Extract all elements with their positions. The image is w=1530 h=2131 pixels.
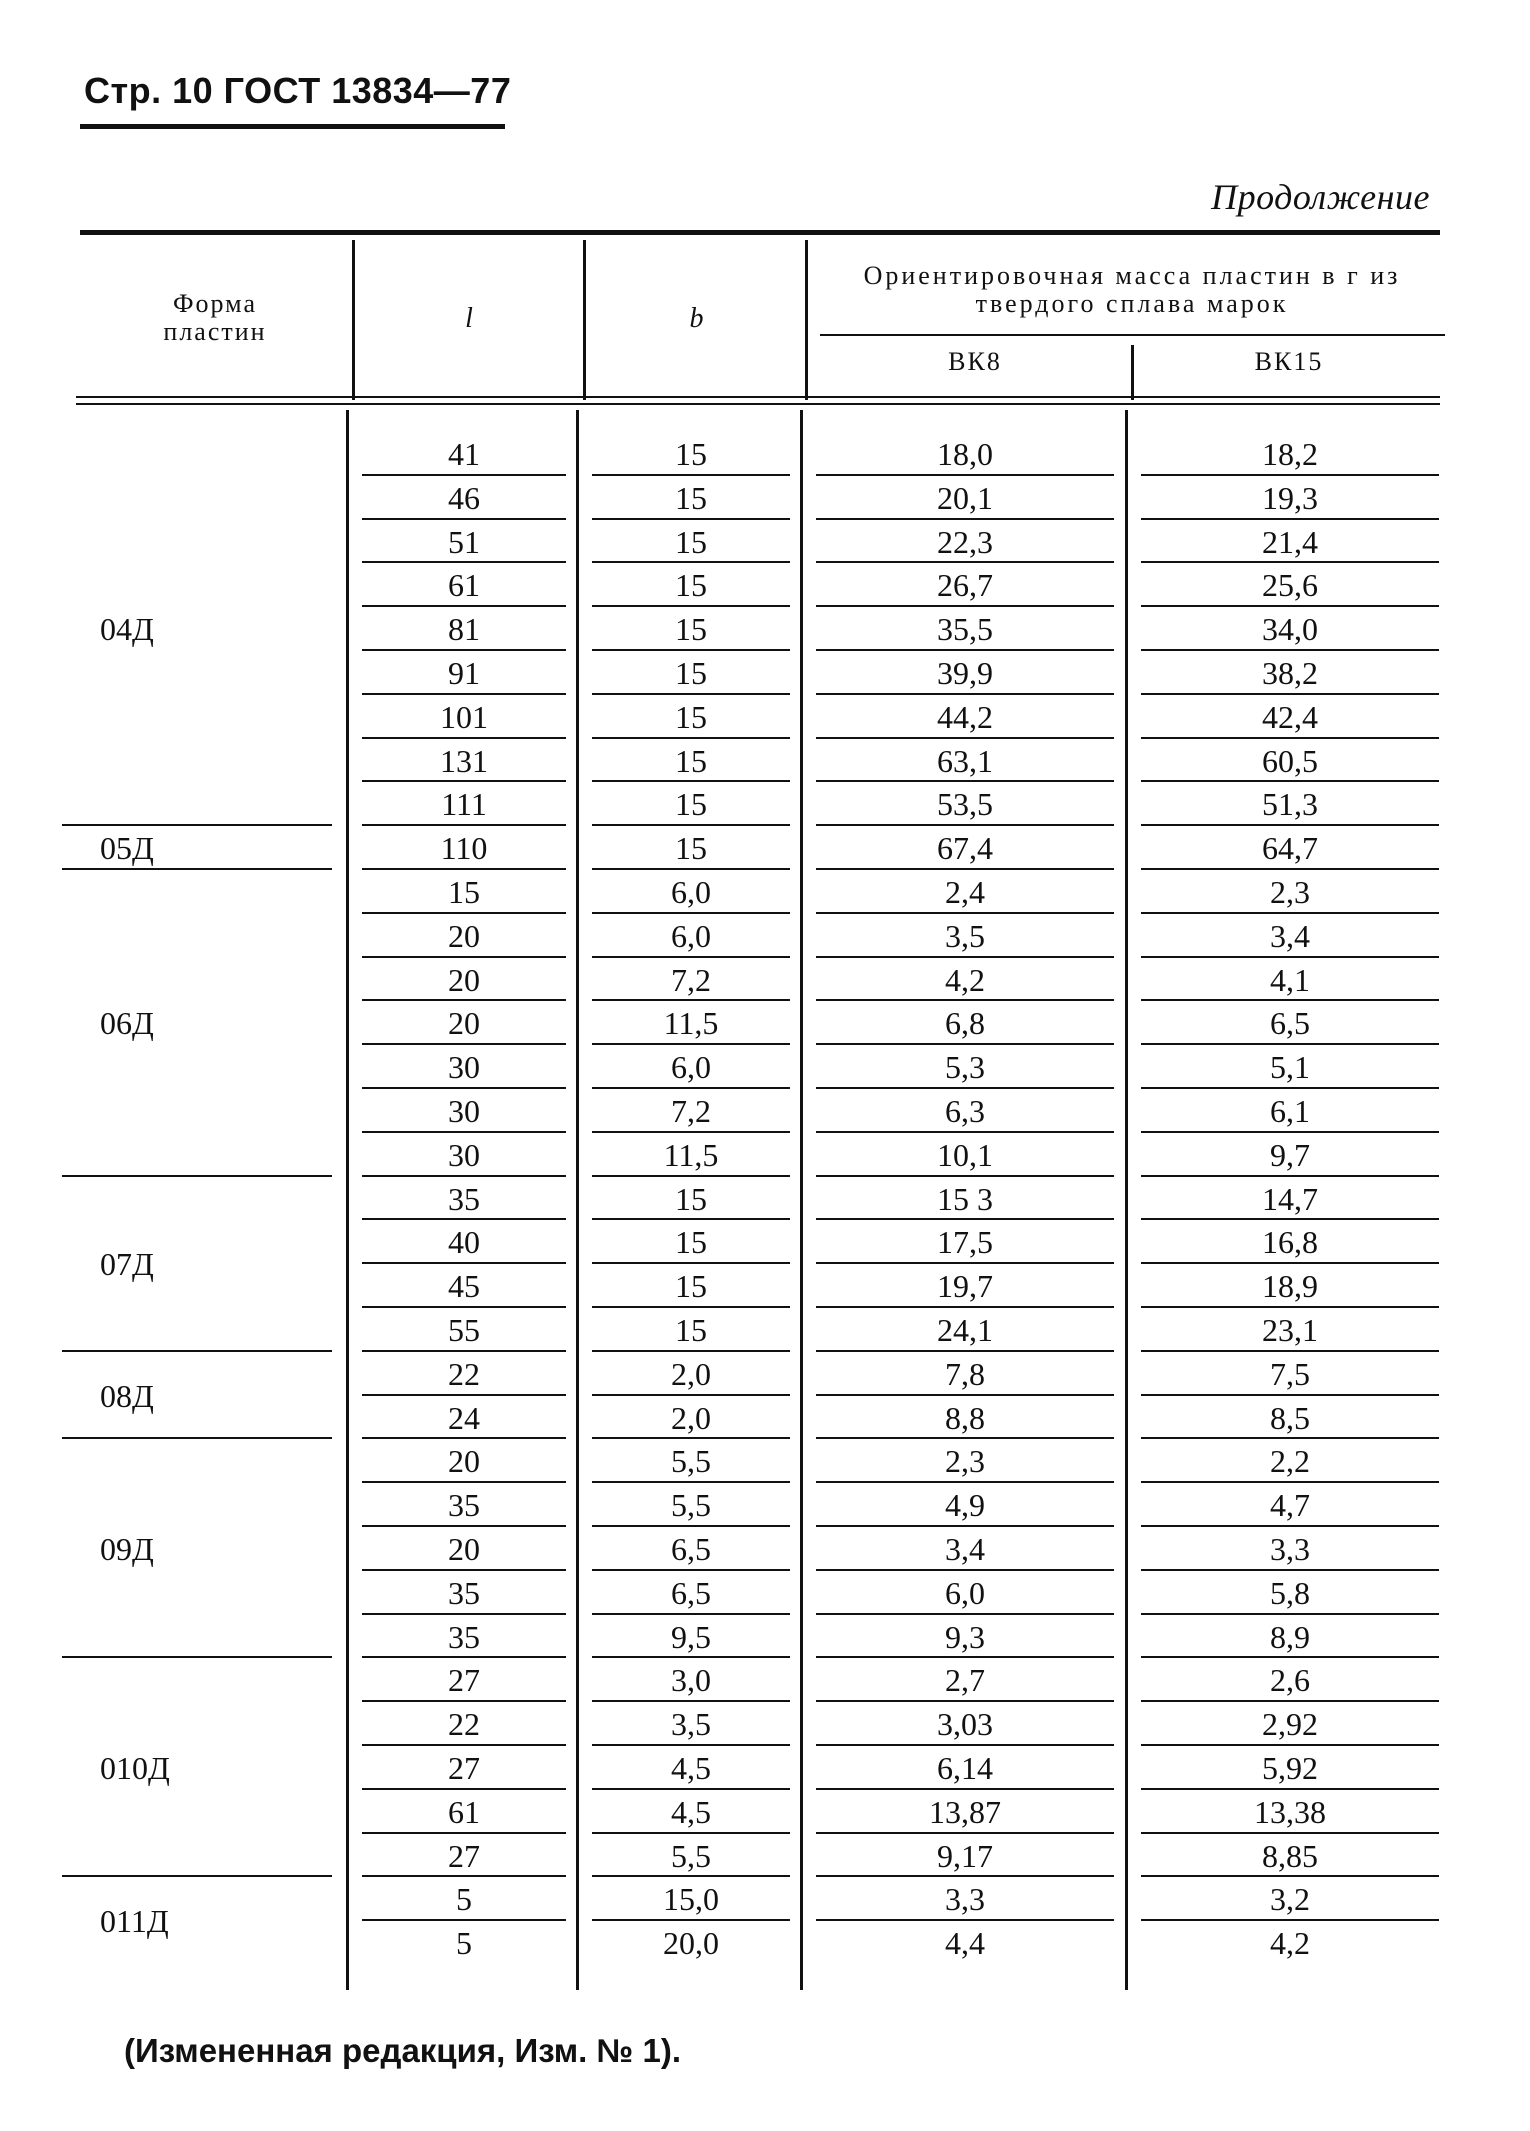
continuation-label: Продолжение (1211, 177, 1430, 217)
table-cell: 3,0 (671, 1662, 711, 1699)
body-divider-1 (346, 410, 349, 1990)
table-cell: 16,8 (1262, 1224, 1318, 1261)
group-rule (62, 1875, 332, 1877)
table-cell: 15 (675, 1268, 707, 1305)
table-cell: 51 (448, 523, 480, 560)
table-cell: 5,3 (945, 1049, 985, 1086)
table-cell: 131 (440, 742, 488, 779)
table-cell: 5,5 (671, 1487, 711, 1524)
table-cell: 30 (448, 1049, 480, 1086)
table-cell: 35 (448, 1618, 480, 1655)
table-cell: 3,3 (945, 1881, 985, 1918)
table-cell: 15 (675, 655, 707, 691)
table-cell: 35 (448, 1180, 480, 1217)
table-cell: 15 (675, 611, 707, 648)
table-cell: 81 (448, 611, 480, 648)
table-cell: 22,3 (937, 523, 993, 560)
table-cell: 15 (675, 567, 707, 604)
table-cell: 20 (448, 961, 480, 998)
table-cell: 39,9 (937, 655, 993, 691)
header-vk8: ВК8 (948, 347, 1002, 376)
table-cell: 63,1 (937, 742, 993, 779)
header-form: Форма пластин (163, 289, 267, 346)
group-rule (62, 868, 332, 870)
table-cell: 41 (448, 436, 480, 472)
table-cell: 4,5 (671, 1793, 711, 1830)
table-cell: 18,9 (1262, 1268, 1318, 1305)
table-top-rule (80, 230, 1440, 235)
table-cell: 6,0 (671, 1049, 711, 1086)
group-label: 08Д (100, 1377, 154, 1414)
table-cell: 35 (448, 1487, 480, 1524)
table-cell: 3,03 (937, 1706, 993, 1743)
table-cell: 21,4 (1262, 523, 1318, 560)
table-cell: 45 (448, 1268, 480, 1305)
table-cell: 51,3 (1262, 786, 1318, 823)
table-cell: 15 (675, 698, 707, 735)
table-cell: 67,4 (937, 830, 993, 867)
table-cell: 111 (441, 786, 487, 823)
table-cell: 3,3 (1270, 1531, 1310, 1567)
table-cell: 15 (675, 742, 707, 779)
table-cell: 4,7 (1270, 1487, 1310, 1524)
table-cell: 2,6 (1270, 1662, 1310, 1699)
table-cell: 7,5 (1270, 1355, 1310, 1392)
table-cell: 5,92 (1262, 1750, 1318, 1786)
table-cell: 9,7 (1270, 1136, 1310, 1173)
table-cell: 13,38 (1254, 1793, 1326, 1830)
table-cell: 15 (675, 1224, 707, 1261)
table-cell: 2,92 (1262, 1706, 1318, 1743)
table-cell: 5,5 (671, 1837, 711, 1874)
table-cell: 15 (675, 1180, 707, 1217)
header-mass: Ориентировочная масса пластин в г из твердого сплава марок (863, 261, 1401, 318)
table-cell: 17,5 (937, 1224, 993, 1261)
table-cell: 2,2 (1270, 1443, 1310, 1480)
table-cell: 2,4 (945, 874, 985, 910)
table-cell: 2,0 (671, 1355, 711, 1392)
header-divider-3 (805, 240, 808, 400)
table-cell: 15 3 (937, 1180, 993, 1217)
table-cell: 24,1 (937, 1312, 993, 1348)
page-header: Стр. 10 ГОСТ 13834—77 (84, 70, 512, 111)
header-rule (80, 124, 505, 129)
table-cell: 3,4 (1270, 917, 1310, 954)
table-cell: 6,1 (1270, 1093, 1310, 1129)
table-cell: 6,8 (945, 1005, 985, 1042)
table-cell: 27 (448, 1750, 480, 1786)
table-cell: 9,5 (671, 1618, 711, 1655)
group-rule (62, 1656, 332, 1658)
table-cell: 6,0 (671, 874, 711, 910)
table-cell: 24 (448, 1399, 480, 1436)
table-cell: 53,5 (937, 786, 993, 823)
header-divider-1 (352, 240, 355, 400)
table-cell: 60,5 (1262, 742, 1318, 779)
table-cell: 5 (456, 1925, 472, 1962)
group-rule (62, 824, 332, 826)
group-rule (62, 1175, 332, 1177)
table-cell: 4,5 (671, 1750, 711, 1786)
table-cell: 20,1 (937, 479, 993, 516)
table-cell: 91 (448, 655, 480, 691)
table-cell: 46 (448, 479, 480, 516)
table-cell: 14,7 (1262, 1180, 1318, 1217)
table-cell: 34,0 (1262, 611, 1318, 648)
table-cell: 101 (440, 698, 488, 735)
table-cell: 9,3 (945, 1618, 985, 1655)
table-cell: 4,1 (1270, 961, 1310, 998)
table-cell: 8,8 (945, 1399, 985, 1436)
table-cell: 40 (448, 1224, 480, 1261)
table-cell: 30 (448, 1093, 480, 1129)
table-cell: 6,0 (945, 1574, 985, 1611)
table-cell: 5 (456, 1881, 472, 1918)
group-label: 05Д (100, 830, 154, 867)
table-cell: 15 (675, 786, 707, 823)
table-cell: 4,9 (945, 1487, 985, 1524)
table-cell: 35,5 (937, 611, 993, 648)
group-label: 06Д (100, 1005, 154, 1042)
table-cell: 15 (675, 830, 707, 867)
table-cell: 23,1 (1262, 1312, 1318, 1348)
table-cell: 27 (448, 1837, 480, 1874)
table-cell: 5,8 (1270, 1574, 1310, 1611)
table-cell: 35 (448, 1574, 480, 1611)
table-cell: 22 (448, 1706, 480, 1743)
table-cell: 20 (448, 1531, 480, 1567)
header-b: b (689, 303, 706, 334)
table-cell: 20 (448, 1005, 480, 1042)
table-cell: 15 (675, 1312, 707, 1348)
table-cell: 19,7 (937, 1268, 993, 1305)
table-cell: 26,7 (937, 567, 993, 604)
group-rule (62, 1350, 332, 1352)
group-rule (62, 1437, 332, 1439)
group-label: 04Д (100, 611, 154, 648)
table-cell: 5,1 (1270, 1049, 1310, 1086)
table-cell: 4,2 (945, 961, 985, 998)
table-cell: 10,1 (937, 1136, 993, 1173)
table-cell: 30 (448, 1136, 480, 1173)
table-cell: 20 (448, 917, 480, 954)
table-cell: 6,14 (937, 1750, 993, 1786)
table-cell: 7,2 (671, 1093, 711, 1129)
table-cell: 44,2 (937, 698, 993, 735)
table-cell: 6,3 (945, 1093, 985, 1129)
table-cell: 8,5 (1270, 1399, 1310, 1436)
header-bottom-rule-1 (76, 396, 1440, 398)
group-label: 010Д (100, 1749, 170, 1786)
table-cell: 22 (448, 1355, 480, 1392)
table-cell: 15 (675, 523, 707, 560)
table-cell: 11,5 (663, 1005, 719, 1042)
table-cell: 42,4 (1262, 698, 1318, 735)
table-cell: 11,5 (663, 1136, 719, 1173)
group-label: 011Д (100, 1903, 169, 1940)
table-cell: 38,2 (1262, 655, 1318, 691)
table-cell: 7,8 (945, 1355, 985, 1392)
table-cell: 4,4 (945, 1925, 985, 1962)
table-cell: 27 (448, 1662, 480, 1699)
table-cell: 8,85 (1262, 1837, 1318, 1874)
table-cell: 3,5 (671, 1706, 711, 1743)
table-cell: 7,2 (671, 961, 711, 998)
table-cell: 8,9 (1270, 1618, 1310, 1655)
group-label: 09Д (100, 1530, 154, 1567)
table-cell: 25,6 (1262, 567, 1318, 604)
table-cell: 15 (448, 874, 480, 910)
header-l: l (465, 303, 475, 334)
table-cell: 18,2 (1262, 436, 1318, 472)
header-sub-rule (820, 334, 1445, 336)
table-cell: 3,5 (945, 917, 985, 954)
table-cell: 2,0 (671, 1399, 711, 1436)
table-cell: 20 (448, 1443, 480, 1480)
table-cell: 6,5 (671, 1531, 711, 1567)
header-vk15: ВК15 (1254, 347, 1324, 376)
table-cell: 2,3 (945, 1443, 985, 1480)
table-cell: 18,0 (937, 436, 993, 472)
table-cell: 15 (675, 436, 707, 472)
table-cell: 6,5 (671, 1574, 711, 1611)
table-cell: 9,17 (937, 1837, 993, 1874)
table-cell: 15,0 (663, 1881, 719, 1918)
table-cell: 6,0 (671, 917, 711, 954)
table-cell: 15 (675, 479, 707, 516)
table-cell: 2,7 (945, 1662, 985, 1699)
table-cell: 19,3 (1262, 479, 1318, 516)
group-label: 07Д (100, 1246, 154, 1283)
table-cell: 2,3 (1270, 874, 1310, 910)
table-cell: 64,7 (1262, 830, 1318, 867)
header-divider-2 (583, 240, 586, 400)
table-cell: 5,5 (671, 1443, 711, 1480)
table-cell: 61 (448, 1793, 480, 1830)
table-cell: 13,87 (929, 1793, 1001, 1830)
table-cell: 20,0 (663, 1925, 719, 1962)
table-cell: 61 (448, 567, 480, 604)
table-cell: 55 (448, 1312, 480, 1348)
amendment-note: (Измененная редакция, Изм. № 1). (124, 2032, 681, 2069)
table-cell: 3,4 (945, 1531, 985, 1567)
header-bottom-rule-2 (76, 403, 1440, 405)
table-cell: 3,2 (1270, 1881, 1310, 1918)
table-cell: 6,5 (1270, 1005, 1310, 1042)
table-cell: 4,2 (1270, 1925, 1310, 1962)
table-cell: 110 (440, 830, 488, 867)
